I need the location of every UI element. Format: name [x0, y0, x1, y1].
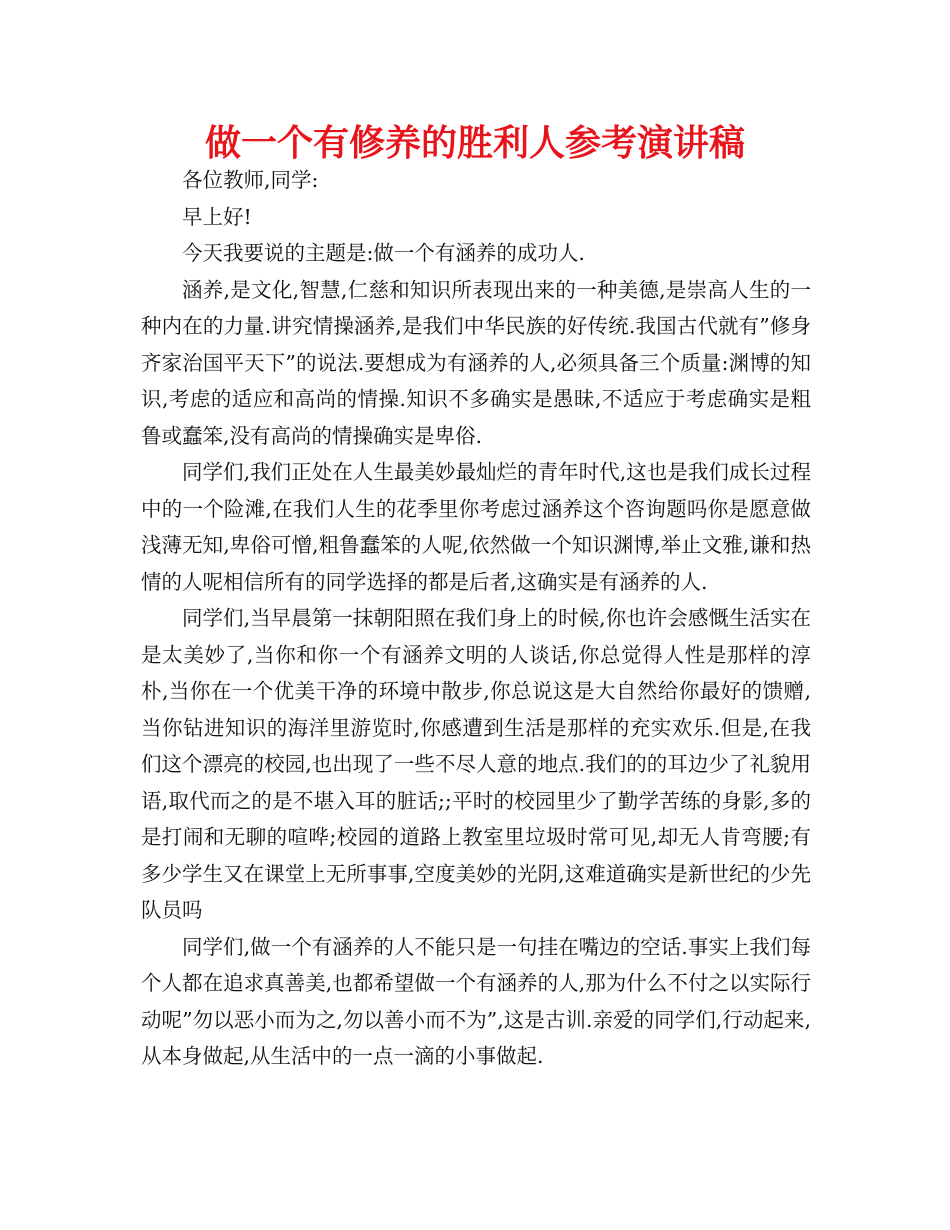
paragraph-good-morning: 早上好! [182, 204, 252, 229]
paragraph-campus: 同学们,当早晨第一抹朝阳照在我们身上的时候,你也许会感慨生活实在是太美妙了,当你和你一个有涵养文明的人谈话,你总觉得人性是那样的淳朴,当你在一个优美干净的环境中散步,你总说这是大自然给你最好的馈赠,当你钻进知识的海洋里游览时,你感遭到生活是那样的充实欢乐.但是,在我们这个漂亮的校园,也出现了一些不尽人意的地点.我们的的耳边少了礼貌用语,取代而之的是不堪入耳的脏话;;平时的校园里少了勤学苦练的身影,多的是打闹和无聊的喧哗;校园的道路上教室里垃圾时常可见,却无人肯弯腰;有多少学生又在课堂上无所事事,空度美妙的光阴,这难道确实是新世纪的少先队员吗 [141, 606, 811, 922]
document-body [141, 162, 811, 1075]
paragraph-topic: 今天我要说的主题是:做一个有涵养的成功人. [182, 241, 585, 265]
paragraph-definition: 涵养,是文化,智慧,仁慈和知识所表现出来的一种美德,是崇高人生的一种内在的力量.讲究情操涵养,是我们中华民族的好传统.我国古代就有”修身齐家治国平天下”的说法.要想成为有涵养的人,必须具备三个质量:渊博的知识,考虑的适应和高尚的情操.知识不多确实是愚昧,不适应于考虑确实是粗鲁或蠢笨,没有高尚的情操确实是卑俗. [141, 277, 811, 448]
paragraph-youth: 同学们,我们正处在人生最美妙最灿烂的青年时代,这也是我们成长过程中的一个险滩,在我们人生的花季里你考虑过涵养这个咨询题吗你是愿意做浅薄无知,卑俗可憎,粗鲁蠢笨的人呢,依然做一个知识渊博,举止文雅,谦和热情的人呢相信所有的同学选择的都是后者,这确实是有涵养的人. [141, 460, 811, 594]
paragraph-greeting: 各位教师,同学: [182, 168, 319, 192]
page-title: 做一个有修养的胜利人参考演讲稿 [204, 123, 745, 164]
paragraph-call-to-action: 同学们,做一个有涵养的人不能只是一句挂在嘴边的空话.事实上我们每个人都在追求真善美,也都希望做一个有涵养的人,那为什么不付之以实际行动呢”勿以恶小而为之,勿以善小而不为”,这是古训.亲爱的同学们,行动起来,从本身做起,从生活中的一点一滴的小事做起. [141, 934, 811, 1068]
